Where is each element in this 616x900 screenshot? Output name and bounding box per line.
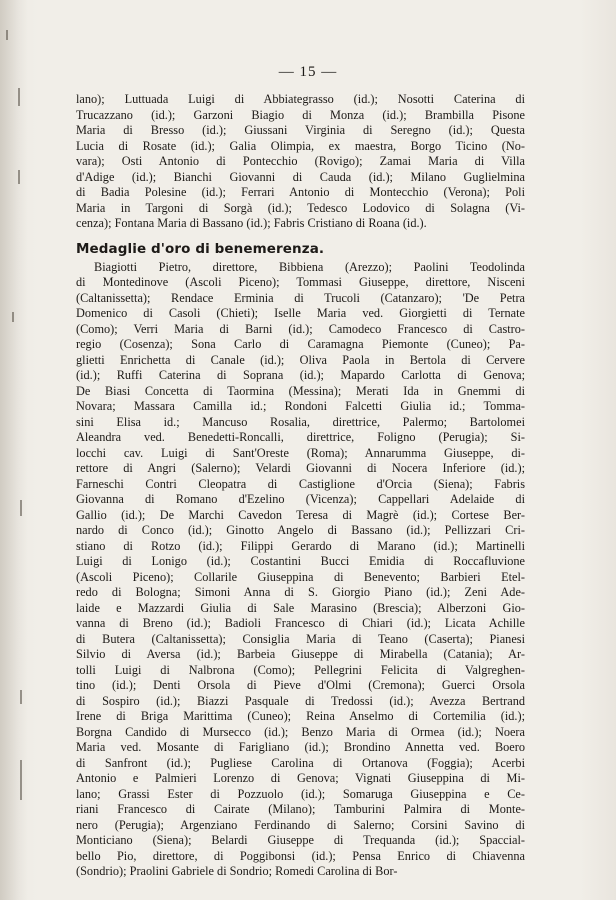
- scan-mark: [12, 312, 14, 322]
- text-line: di Sanfront (id.); Pugliese Carolina di Ortanova (Foggia); Acerbi: [76, 755, 525, 770]
- page-content: [76, 92, 525, 880]
- text-line: lano); Luttuada Luigi di Abbiategrasso (id.); Nosotti Caterina di: [76, 92, 525, 106]
- text-line: di Badia Polesine (id.); Ferrari Antonio di Montecchio (Verona); Poli: [76, 185, 525, 199]
- text-line: (Como); Verri Maria di Barni (id.); Camodeco Francesco di Castro-: [76, 321, 525, 336]
- text-line: di Butera (Caltanissetta); Consiglia Maria di Teano (Caserta); Pianesi: [76, 631, 525, 646]
- text-line: vanna di Breno (id.); Badioli Francesco di Chiari (id.); Licata Achille: [76, 616, 525, 630]
- text-line: Domenico di Casoli (Chieti); Iselle Maria ved. Giorgietti di Ternate: [76, 306, 525, 320]
- text-line: Borgna Candido di Mursecco (id.); Benzo Maria di Ormea (id.); Noera: [76, 724, 525, 739]
- text-line: vara); Osti Antonio di Pontecchio (Rovigo); Zamai Maria di Villa: [76, 154, 525, 168]
- scan-mark: [20, 500, 22, 516]
- text-line: di Sospiro (id.); Biazzi Pasquale di Tredossi (id.); Avezza Bertrand: [76, 693, 525, 708]
- scan-mark: [20, 690, 22, 704]
- text-line: nero (Perugia); Argenziano Ferdinando di Salerno; Corsini Savino di: [76, 817, 525, 832]
- text-line: Luigi di Lonigo (id.); Costantini Bucci Emidia di Roccafluvione: [76, 554, 525, 568]
- paragraph-honorees-continued: [76, 92, 525, 232]
- text-line: glietti Enrichetta di Canale (id.); Oliva Paola in Bertola di Cervere: [76, 352, 525, 367]
- text-line: di Montedinove (Ascoli Piceno); Tommasi Giuseppe, direttore, Nisceni: [76, 275, 525, 289]
- page-number: — 15 —: [278, 64, 338, 80]
- text-line: Trucazzano (id.); Garzoni Biagio di Monza (id.); Brambilla Pisone: [76, 107, 525, 122]
- text-line: rettore di Angri (Salerno); Velardi Giovanni di Nocera Inferiore (id.);: [76, 461, 525, 475]
- text-line: Monticiano (Siena); Belardi Giuseppe di Trequanda (id.); Spaccial-: [76, 833, 525, 847]
- text-line: locchi cav. Luigi di Sant'Oreste (Roma); Annarumma Giuseppe, di-: [76, 445, 525, 460]
- text-line: (Caltanissetta); Rendace Erminia di Trucoli (Catanzaro); 'De Petra: [76, 290, 525, 305]
- page-gutter-shadow: [0, 0, 28, 900]
- text-line: Novara; Massara Camilla id.; Rondoni Falcetti Giulia id.; Tomma-: [76, 399, 525, 413]
- text-line: Maria di Bresso (id.); Giussani Virginia di Seregno (id.); Questa: [76, 123, 525, 137]
- text-line: (id.); Ruffi Caterina di Soprana (id.); Mapardo Carlotta di Genova;: [76, 368, 525, 382]
- text-line: regio (Cosenza); Sona Carlo di Caramagna Piemonte (Cuneo); Pa-: [76, 337, 525, 351]
- text-line: bello Pio, direttore, di Poggibonsi (id.); Pensa Enrico di Chiavenna: [76, 848, 525, 863]
- text-line: Gallio (id.); De Marchi Cavedon Teresa di Magrè (id.); Cortese Ber-: [76, 507, 525, 522]
- text-line: cenza); Fontana Maria di Bassano (id.); Fabris Cristiano di Roana (id.).: [76, 216, 427, 230]
- text-line: sini Elisa id.; Mancuso Rosalia, direttrice, Palermo; Bartolomei: [76, 414, 525, 429]
- text-line: Lucia di Rosate (id.); Galia Olimpia, ex maestra, Borgo Ticino (No-: [76, 138, 525, 153]
- text-line: Maria ved. Mosante di Farigliano (id.); Brondino Annetta ved. Boero: [76, 740, 525, 754]
- text-line: Biagiotti Pietro, direttore, Bibbiena (Arezzo); Paolini Teodolinda: [94, 259, 525, 274]
- text-line: tino (id.); Denti Orsola di Pieve d'Olmi (Cremona); Guerci Orsola: [76, 678, 525, 692]
- text-line: lano; Grassi Ester di Pozzuolo (id.); Somaruga Giuseppina e Ce-: [76, 786, 525, 801]
- text-line: De Biasi Concetta di Taormina (Messina); Merati Ida in Gnemmi di: [76, 383, 525, 398]
- text-line: Aleandra ved. Benedetti-Roncalli, direttrice, Foligno (Perugia); Si-: [76, 430, 525, 444]
- section-heading: Medaglie d'oro di benemerenza.: [76, 240, 325, 257]
- text-line: redo di Bologna; Simoni Anna di S. Giorgio Piano (id.); Zeni Ade-: [76, 585, 525, 599]
- text-line: stiano di Rotzo (id.); Filippi Gerardo di Marano (id.); Martinelli: [76, 538, 525, 553]
- scan-mark: [18, 170, 20, 184]
- text-line: Silvio di Aversa (id.); Barbeia Giuseppe di Mirabella (Catania); Ar-: [76, 647, 525, 661]
- scan-mark: [20, 760, 22, 800]
- text-line: Farneschi Contri Cleopatra di Castiglione d'Orcia (Siena); Fabris: [76, 476, 525, 491]
- text-line: Maria in Targoni di Sorgà (id.); Tedesco Lodovico di Solagna (Vi-: [76, 200, 525, 215]
- text-line: d'Adige (id.); Bianchi Giovanni di Cauda (id.); Milano Guglielmina: [76, 169, 525, 184]
- scan-mark: [6, 30, 8, 40]
- text-line: tolli Luigi di Nalbrona (Como); Pellegrini Felicita di Valgreghen-: [76, 662, 525, 677]
- paragraph-gold-medals: [76, 260, 525, 880]
- text-line: Irene di Briga Marittima (Cuneo); Reina Anselmo di Cortemilia (id.);: [76, 709, 525, 723]
- text-line: riani Francesco di Cairate (Milano); Tamburini Palmira di Monte-: [76, 802, 525, 816]
- text-line: nardo di Conco (id.); Ginotto Angelo di Bassano (id.); Pellizzari Cri-: [76, 523, 525, 537]
- text-line: laide e Mazzardi Giulia di Sale Marasino (Brescia); Alberzoni Gio-: [76, 600, 525, 615]
- text-line: (Ascoli Piceno); Collarile Giuseppina di Benevento; Barbieri Etel-: [76, 569, 525, 584]
- text-line: Antonio e Palmieri Lorenzo di Genova; Vignati Giuseppina di Mi-: [76, 771, 525, 785]
- text-line: (Sondrio); Praolini Gabriele di Sondrio; Romedi Carolina di Bor-: [76, 864, 398, 878]
- text-line: Giovanna di Romano d'Ezelino (Vicenza); Cappellari Adelaide di: [76, 492, 525, 506]
- scan-mark: [18, 88, 20, 106]
